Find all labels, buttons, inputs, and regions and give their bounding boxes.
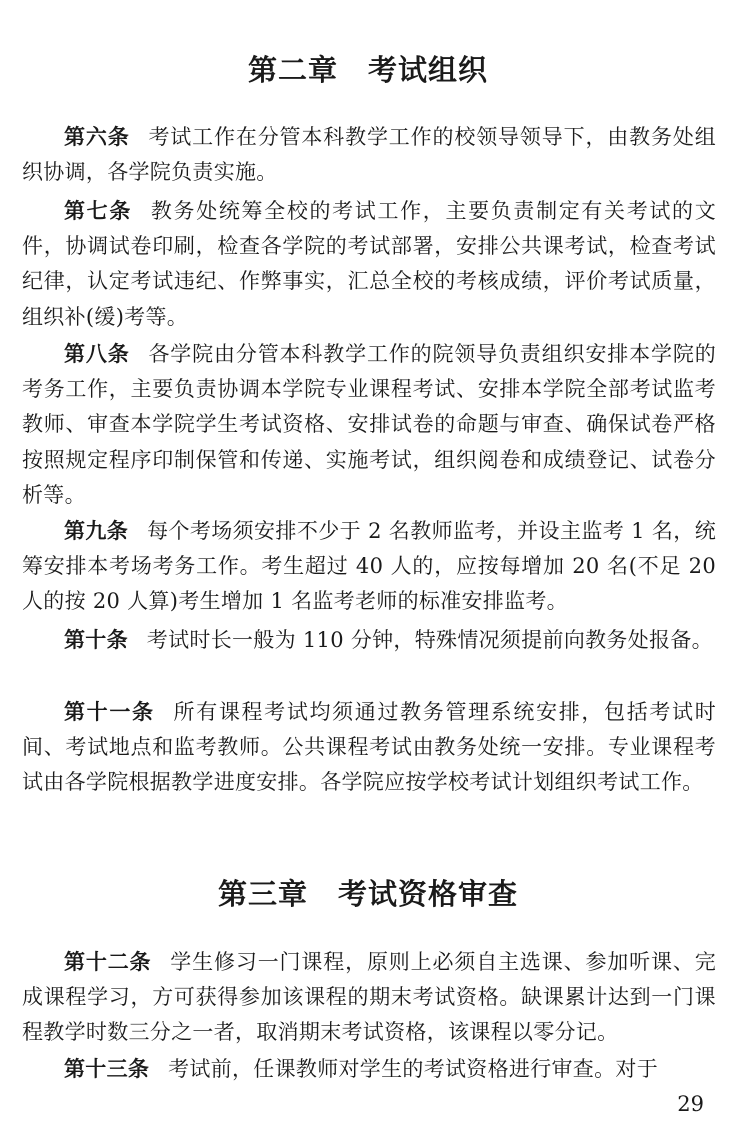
article [22, 945, 716, 1051]
article [22, 623, 716, 658]
article-label: 第十一条 [64, 700, 155, 724]
article-text: 所有课程考试均须通过教务管理系统安排，包括考试时间、考试地点和监考教师。公共课程考试由教务处统一安排。专业课程考试由各学院根据教学进度安排。各学院应按学校考试计划组织考试工作。 [22, 700, 716, 795]
article [22, 695, 716, 801]
page-number: 29 [677, 1092, 704, 1116]
article-text: 考试前，任课教师对学生的考试资格进行审查。对于 [168, 1057, 658, 1081]
article-text: 每个考场须安排不少于 2 名教师监考，并设主监考 1 名，统筹安排本考场考务工作。考生超过 40 人的，应按每增加 20 名(不足 20 人的按 20 人算)考生增加 1 名监考老师的标准安排监考。 [22, 519, 717, 614]
article [22, 514, 716, 620]
article-label: 第十三条 [64, 1057, 150, 1081]
article-text: 教务处统筹全校的考试工作，主要负责制定有关考试的文件，协调试卷印刷，检查各学院的考试部署，安排公共课考试，检查考试纪律，认定考试违纪、作弊事实，汇总全校的考核成绩，评价考试质量，组织补(缓)考等。 [22, 199, 716, 329]
article-label: 第九条 [64, 519, 129, 543]
article-label: 第七条 [64, 199, 132, 223]
article [22, 337, 716, 513]
article-text: 考试工作在分管本科教学工作的校领导领导下，由教务处组织协调，各学院负责实施。 [22, 125, 716, 185]
article-text: 各学院由分管本科教学工作的院领导负责组织安排本学院的考务工作，主要负责协调本学院专业课程考试、安排本学院全部考试监考教师、审查本学院学生考试资格、安排试卷的命题与审查、确保试卷严格按照规定程序印制保管和传递、实施考试，组织阅卷和成绩登记、试卷分析等。 [22, 342, 716, 507]
article-label: 第十条 [64, 628, 128, 652]
article [22, 120, 716, 190]
chapter-title: 第三章 考试资格审查 [217, 877, 518, 911]
article-label: 第十二条 [64, 950, 152, 974]
article [22, 1052, 716, 1087]
article-label: 第六条 [64, 125, 130, 149]
article-text: 学生修习一门课程，原则上必须自主选课、参加听课、完成课程学习，方可获得参加该课程的期末考试资格。缺课累计达到一门课程教学时数三分之一者，取消期末考试资格，该课程以零分记。 [22, 950, 716, 1045]
article [22, 194, 716, 335]
article-label: 第八条 [64, 342, 130, 366]
chapter-title: 第二章 考试组织 [247, 53, 488, 87]
article-text: 考试时长一般为 110 分钟，特殊情况须提前向教务处报备。 [146, 628, 713, 652]
